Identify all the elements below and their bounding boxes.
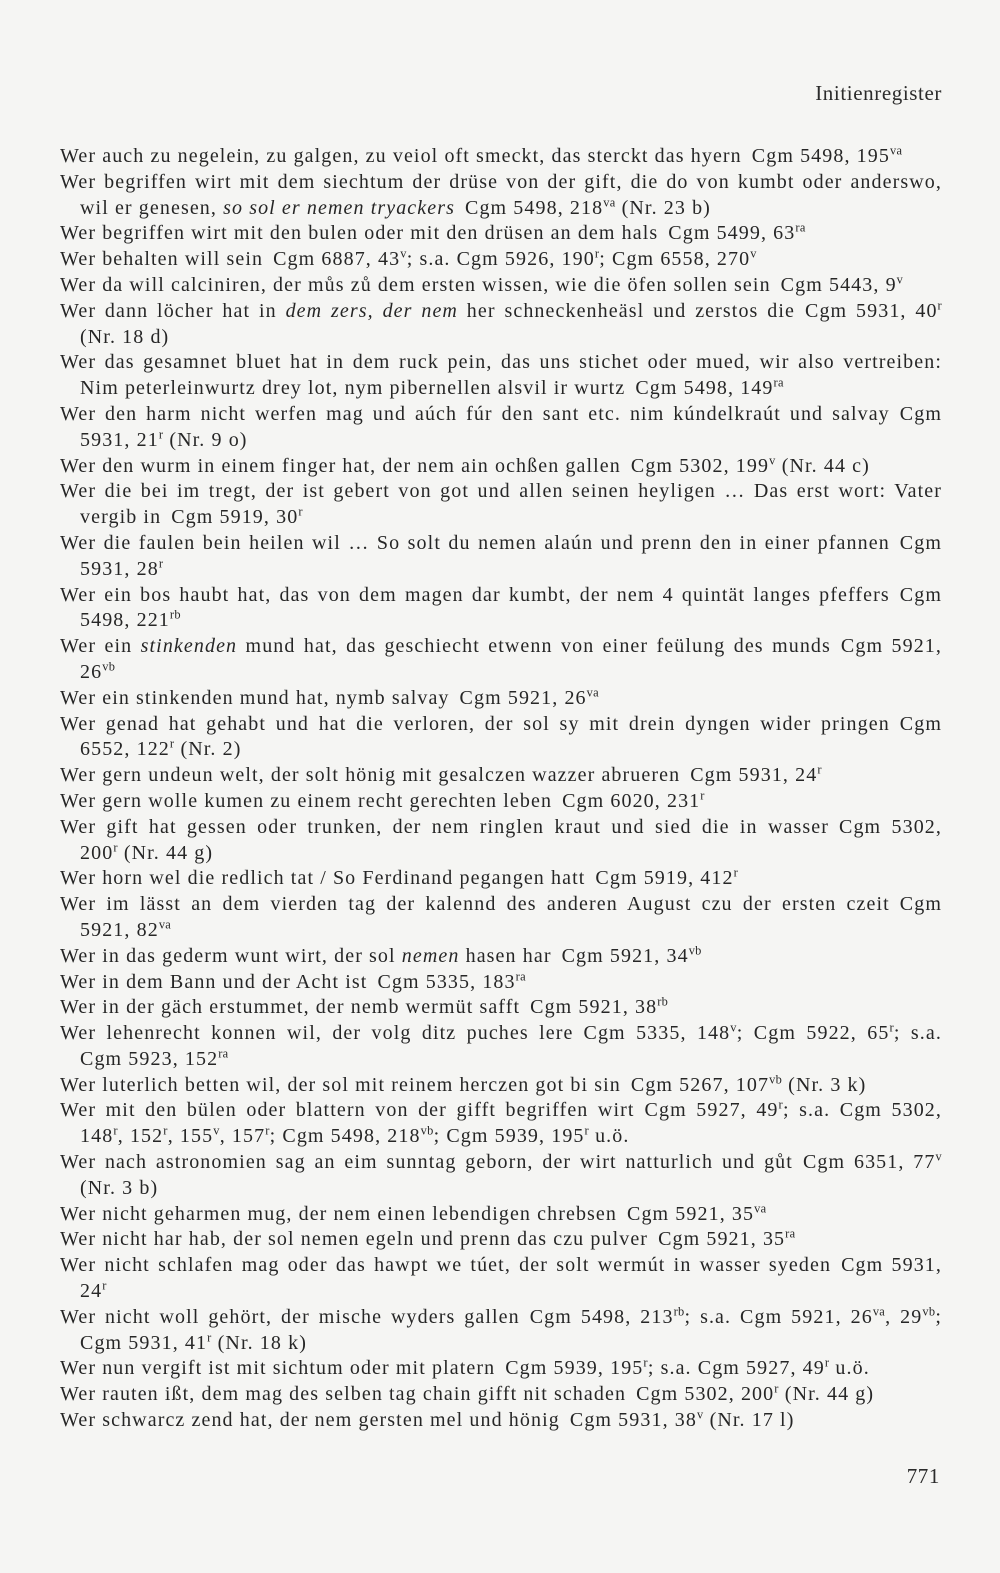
manuscript-reference: Cgm 5498, 195 [751,145,890,167]
entry-line [60,841,942,867]
entry-line [60,686,942,712]
entry-text: her schneckenheäsl und zerstos die [457,299,795,322]
entry-text: Wer nicht geharmen mug, der nem einen lebendigen chrebsen [60,1202,618,1225]
register-entry [60,763,942,789]
entry-line [60,1331,942,1357]
register-entry [60,479,942,531]
entry-line [60,1176,942,1202]
manuscript-reference: Cgm 5267, 107 [630,1073,770,1096]
entry-text: Wer nicht woll gehört, der mische wyders gallen [60,1305,520,1328]
register-entry [60,1150,942,1202]
entry-line [60,1279,942,1305]
register-entry [60,944,942,970]
entry-line [60,737,942,763]
manuscript-reference: Cgm [899,893,942,916]
entry-line [60,454,942,480]
entry-line [60,376,942,402]
entry-text: Wer in dem Bann und der Acht ist [60,970,368,993]
entry-text: ; s.a. Cgm 5302, [782,1099,942,1122]
folio-superscript: v [935,1149,942,1164]
folio-superscript: r [113,839,118,854]
folio-superscript: ra [785,1226,796,1241]
folio-superscript: va [754,1200,767,1215]
entry-text: (Nr. 18 d) [80,325,170,348]
entry-text: ; s.a. [893,1022,942,1045]
folio-superscript: va [603,194,616,209]
manuscript-reference: Cgm 5921, 26 [459,686,587,709]
folio-superscript: r [265,1123,270,1138]
entry-text: , 157 [219,1125,266,1148]
manuscript-reference: Cgm 5443, 9 [780,273,897,296]
folio-superscript: va [586,685,599,700]
folio-superscript: r [824,1355,830,1370]
folio-superscript: v [896,272,904,287]
entry-line [60,1356,942,1382]
entry-text: Cgm 5923, 152 [80,1047,219,1070]
entry-line [60,634,942,660]
manuscript-reference: Cgm 5335, 183 [377,970,516,993]
register-entry [60,583,942,635]
entry-text: Wer lehenrecht konnen wil, der volg ditz puches lere [60,1022,574,1045]
register-entry [60,247,942,273]
manuscript-reference: Cgm 6351, 77 [802,1151,936,1174]
entry-text: (Nr. 44 c) [775,454,870,477]
register-entry [60,892,942,944]
manuscript-reference: Cgm [899,531,942,554]
entry-line [60,1202,942,1228]
manuscript-reference: Cgm 5302, 199 [630,454,770,477]
entry-text: (Nr. 44 g) [117,841,214,864]
register-entry [60,454,942,480]
entry-text: Wer genad hat gehabt und hat die verloren, der sol sy mit drein dyngen wider pringen [60,712,890,735]
entry-text: Wer ein stinkenden mund hat, nymb salvay [60,686,450,709]
entry-line [60,995,942,1021]
entry-text: Wer gern undeun welt, der solt hönig mit gesalczen wazzer abrueren [60,764,681,787]
entry-text: ; s.a. Cgm 5921, 26 [684,1305,873,1328]
folio-superscript: vb [769,1072,783,1086]
folio-superscript: r [817,762,822,777]
entry-line [60,1408,942,1434]
manuscript-reference: Cgm 5921, 34 [561,944,689,967]
entry-line [60,402,942,428]
entry-text: 26 [80,660,103,683]
entry-line [60,815,942,841]
incipit-register-list [60,144,942,1434]
entry-line [60,1150,942,1176]
folio-superscript: va [889,143,903,158]
manuscript-reference: Cgm 5498, 213 [529,1305,674,1328]
entry-line [60,1382,942,1408]
entry-text: (Nr. 9 o) [163,428,248,451]
page-number: 771 [906,1464,940,1488]
entry-text: , 155 [167,1125,214,1148]
register-entry [60,712,942,764]
register-entry [60,299,942,351]
register-entry [60,789,942,815]
entry-italic-text: stinkenden [140,635,238,658]
entry-text: ; Cgm 5922, 65 [736,1022,890,1045]
folio-superscript: v [213,1123,220,1138]
register-entry [60,1202,942,1228]
entry-italic-text: nemen [401,944,460,967]
folio-superscript: r [113,1123,118,1138]
entry-text: Cgm 5931, 41 [80,1331,208,1354]
entry-line [60,557,942,583]
folio-superscript: vb [420,1123,434,1138]
entry-italic-text: so sol er nemen tryackers [223,196,456,219]
manuscript-reference: Cgm [899,712,942,735]
folio-superscript: r [937,298,942,313]
folio-superscript: r [643,1355,648,1370]
entry-line [60,299,942,325]
entry-text: Wer im lässt an dem vierden tag der kalennd des anderen August czu der ersten czeit [60,893,890,916]
entry-line [60,428,942,454]
entry-text: Wer gern wolle kumen zu einem recht gerechten leben [60,789,553,812]
manuscript-reference: Cgm 5931, 40 [805,299,938,322]
folio-superscript: r [594,246,600,261]
manuscript-reference: Cgm 5335, 148 [583,1022,731,1045]
manuscript-reference: Cgm 5931, 24 [690,764,818,787]
manuscript-reference: Cgm [899,402,942,425]
entry-text: Wer luterlich betten wil, der sol mit reinem herczen got bi sin [60,1073,621,1096]
entry-line [60,660,942,686]
folio-superscript: v [750,246,757,261]
register-entry [60,866,942,892]
folio-superscript: r [700,788,705,803]
manuscript-reference: Cgm 5498, 218 [465,196,604,219]
folio-superscript: v [696,1407,704,1422]
register-entry [60,1305,942,1357]
entry-text: Wer ein [60,635,141,658]
entry-line [60,892,942,918]
entry-text: mund hat, das geschiecht etwenn von einer feülung des munds [237,635,831,658]
folio-superscript: r [158,556,164,571]
folio-superscript: rb [673,1304,685,1319]
entry-text: (Nr. 44 g) [778,1383,875,1406]
manuscript-reference: Cgm 5927, 49 [644,1099,779,1122]
manuscript-reference: Cgm [899,583,942,606]
register-entry [60,634,942,686]
folio-superscript: ra [515,968,526,983]
folio-superscript: v [400,246,407,261]
folio-superscript: r [169,736,175,751]
entry-line [60,970,942,996]
entry-text: (Nr. 18 k) [211,1331,307,1354]
manuscript-reference: Cgm 6020, 231 [562,789,701,812]
folio-superscript: r [584,1123,589,1138]
entry-text: vergib in [80,506,162,529]
entry-line [60,944,942,970]
entry-line [60,170,942,196]
entry-line [60,144,942,170]
entry-text: (Nr. 3 k) [782,1073,867,1096]
manuscript-reference: Cgm 5302, [839,815,943,838]
register-entry [60,995,942,1021]
folio-superscript: va [872,1304,886,1319]
entry-text: Wer begriffen wirt mit den bulen oder mit den drüsen an dem hals [60,222,659,245]
entry-line [60,866,942,892]
entry-text: Wer horn wel die redlich tat / So Ferdinand pegangen hatt [60,867,586,890]
folio-superscript: r [778,1097,783,1112]
register-entry [60,531,942,583]
entry-line [60,505,942,531]
folio-superscript: r [298,504,303,519]
register-entry [60,144,942,170]
folio-superscript: rb [169,607,181,622]
register-entry [60,1021,942,1073]
folio-superscript: v [730,1020,737,1035]
entry-italic-text: dem zers, der nem [285,299,458,322]
entry-line [60,1227,942,1253]
entry-text: ; Cgm 6558, 270 [599,248,751,271]
entry-line [60,763,942,789]
register-entry [60,221,942,247]
folio-superscript: r [158,427,164,442]
entry-text: 148 [80,1125,114,1148]
entry-text: Wer den harm nicht werfen mag und aúch fúr den sant etc. nim kúndelkraút und salvay [60,402,890,425]
entry-line [60,1124,942,1150]
folio-superscript: vb [102,659,116,674]
entry-text: 200 [80,841,114,864]
entry-text: Wer nun vergift ist mit sichtum oder mit platern [60,1357,496,1380]
entry-text: Wer die faulen bein heilen wil … So solt du nemen alaún und prenn den in einer pfannen [60,531,890,554]
entry-text: 6552, 122 [80,738,170,761]
register-entry [60,350,942,402]
entry-text: Nim peterleinwurtz drey lot, nym pibernellen alsvil ir wurtz [80,377,626,400]
entry-text: Wer schwarcz zend hat, der nem gersten mel und hönig [60,1409,560,1432]
entry-text: hasen har [459,944,552,967]
manuscript-reference: Cgm 5498, 149 [635,377,774,400]
register-entry [60,1408,942,1434]
entry-text: 5931, 28 [80,557,159,580]
entry-line [60,712,942,738]
entry-line [60,531,942,557]
register-entry [60,1253,942,1305]
register-entry [60,815,942,867]
register-entry [60,273,942,299]
folio-superscript: ra [773,375,784,390]
entry-line [60,789,942,815]
register-entry [60,1382,942,1408]
entry-text: Wer mit den bülen oder blattern von der gifft begriffen wirt [60,1099,635,1122]
entry-line [60,247,942,273]
manuscript-reference: Cgm 5919, 30 [171,506,299,529]
entry-text: 24 [80,1280,103,1303]
entry-text: ; s.a. Cgm 5927, 49 [647,1357,825,1380]
folio-superscript: va [158,917,172,932]
manuscript-reference: Cgm 5921, 35 [658,1228,786,1251]
entry-text: Wer nach astronomien sag an eim sunntag geborn, der wirt natturlich und gůt [60,1151,793,1174]
entry-text: Wer in das gederm wunt wirt, der sol [60,944,402,967]
register-entry [60,170,942,222]
entry-text: , 152 [117,1125,164,1148]
folio-superscript: r [102,1278,107,1293]
entry-line [60,1047,942,1073]
entry-line [60,221,942,247]
entry-text: 5498, 221 [80,609,170,632]
entry-line [60,1098,942,1124]
entry-line [60,325,942,351]
entry-text: ; [935,1305,943,1328]
entry-line [60,1305,942,1331]
entry-text: (Nr. 2) [174,738,242,761]
manuscript-reference: Cgm 5931, [841,1254,943,1277]
register-entry [60,970,942,996]
entry-line [60,1253,942,1279]
folio-superscript: v [769,452,776,467]
entry-text: (Nr. 17 l) [703,1409,795,1432]
entry-text: Wer auch zu negelein, zu galgen, zu veiol oft smeckt, das sterckt das hyern [60,145,742,167]
manuscript-reference: Cgm 5919, 412 [595,867,734,890]
folio-superscript: r [774,1381,779,1396]
register-entry [60,686,942,712]
entry-text: Wer da will calciniren, der můs zů dem ersten wissen, wie die öfen sollen sein [60,273,771,296]
folio-superscript: r [733,865,739,880]
manuscript-reference: Cgm 6887, 43 [273,248,401,271]
entry-line [60,918,942,944]
entry-text: u.ö. [829,1357,870,1380]
register-entry [60,1073,942,1099]
register-entry [60,1098,942,1150]
manuscript-reference: Cgm 5499, 63 [668,222,796,245]
manuscript-reference: Cgm 5302, 200 [636,1383,775,1406]
folio-superscript: r [889,1020,894,1035]
entry-text: Wer in der gäch erstummet, der nemb wermüt safft [60,996,521,1019]
entry-line [60,1021,942,1047]
entry-line [60,608,942,634]
entry-text: 5921, 82 [80,918,159,941]
entry-text: Wer begriffen wirt mit dem siechtum der drüse von der gift, die do von kumbt oder anderswo, [60,170,942,193]
folio-superscript: vb [922,1304,936,1319]
folio-superscript: rb [657,994,669,1009]
entry-text: Wer ein bos haubt hat, das von dem magen dar kumbt, der nem 4 quintät langes pfeffers [60,583,890,606]
folio-superscript: vb [688,943,702,958]
manuscript-reference: Cgm 5921, 35 [627,1202,755,1225]
entry-text: , 29 [885,1305,923,1328]
folio-superscript: ra [218,1046,229,1061]
entry-text: 5931, 21 [80,428,159,451]
running-title: Initienregister [815,81,942,105]
entry-text: Wer gift hat gessen oder trunken, der nem ringlen kraut und sied die in wasser [60,815,829,838]
entry-text: Wer das gesamnet bluet hat in dem ruck pein, das uns stichet oder mued, wir also vertreiben: [60,351,942,374]
register-entry [60,402,942,454]
entry-text: ; Cgm 5939, 195 [433,1125,585,1148]
entry-line [60,273,942,299]
entry-line [60,350,942,376]
entry-text: Wer den wurm in einem finger hat, der nem ain ochßen gallen [60,454,621,477]
entry-text: wil er genesen, [80,196,224,219]
entry-line [60,479,942,505]
entry-line [60,1073,942,1099]
entry-text: Wer dann löcher hat in [60,299,286,322]
entry-text: Wer rauten ißt, dem mag des selben tag chain gifft nit schaden [60,1383,627,1406]
entry-text: Wer die bei im tregt, der ist gebert von got und allen seinen heyligen … Das erst wort: Vater [60,480,942,503]
entry-text: Wer nicht har hab, der sol nemen egeln und prenn das czu pulver [60,1228,649,1251]
entry-text: (Nr. 3 b) [80,1176,159,1199]
manuscript-reference: Cgm 5921, 38 [530,996,658,1019]
entry-line [60,583,942,609]
register-entry [60,1227,942,1253]
folio-superscript: ra [795,220,806,235]
folio-superscript: r [163,1123,168,1138]
manuscript-reference: Cgm 5921, [840,635,943,658]
entry-text: ; Cgm 5498, 218 [269,1125,421,1148]
entry-text: (Nr. 23 b) [615,196,711,219]
entry-text: Wer behalten will sein [60,248,264,271]
folio-superscript: r [207,1329,212,1344]
entry-text: u.ö. [588,1125,630,1148]
manuscript-reference: Cgm 5931, 38 [569,1409,697,1432]
entry-line [60,196,942,222]
entry-text: ; s.a. Cgm 5926, 190 [406,248,595,271]
entry-text: Wer nicht schlafen mag oder das hawpt we túet, der solt wermút in wasser syeden [60,1254,832,1277]
manuscript-reference: Cgm 5939, 195 [505,1357,644,1380]
register-entry [60,1356,942,1382]
